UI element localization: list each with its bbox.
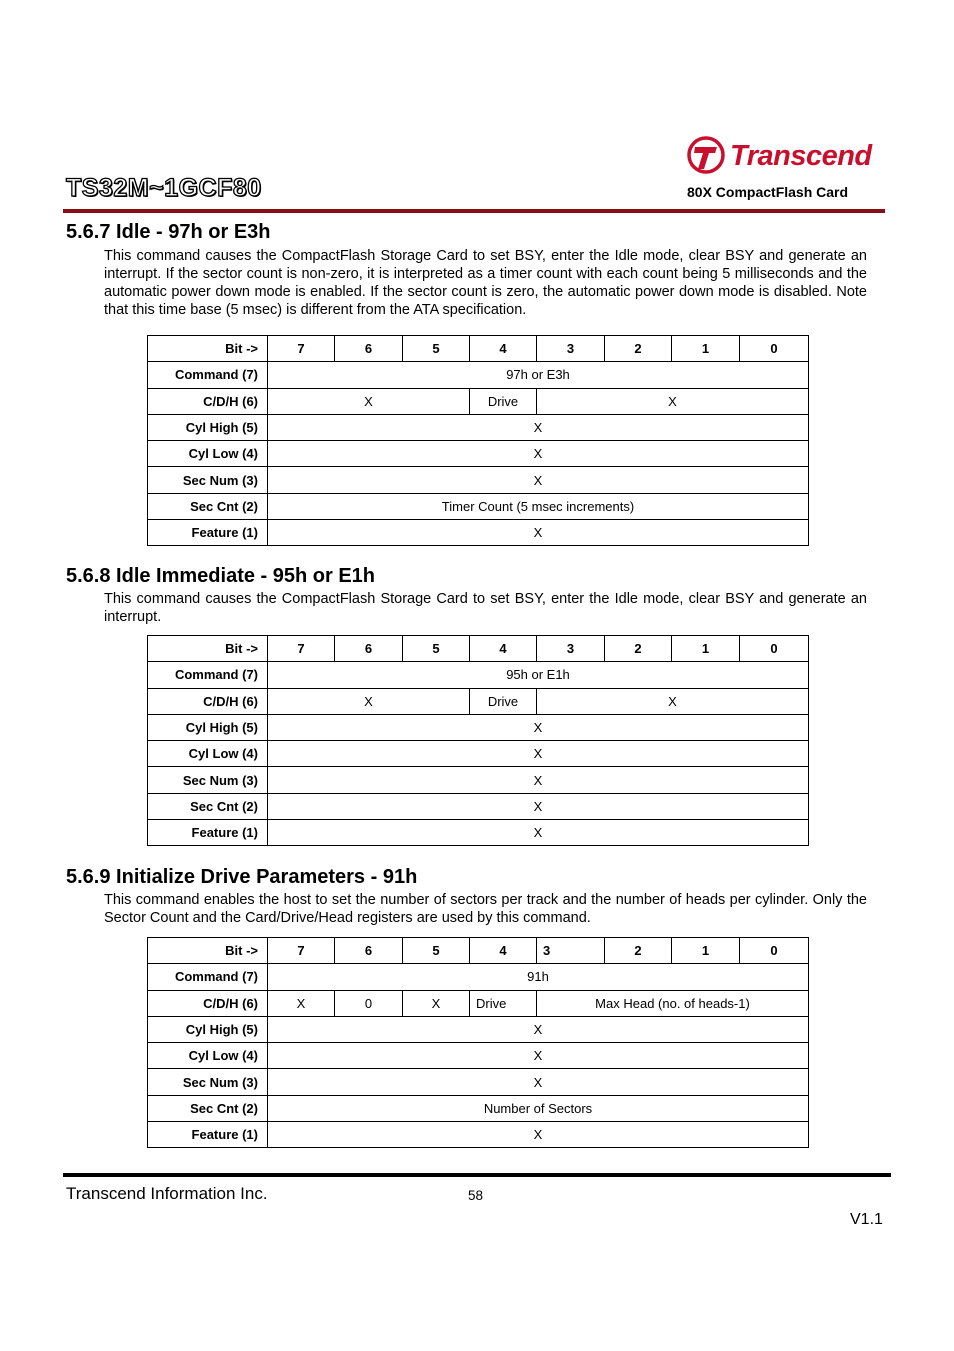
row-label: C/D/H (6)	[148, 990, 268, 1016]
row-label: Command (7)	[148, 362, 268, 388]
table-row	[148, 362, 809, 388]
cell-value: X	[268, 793, 809, 819]
row-label: Bit ->	[148, 938, 268, 964]
footer-company: Transcend Information Inc.	[66, 1184, 268, 1203]
bit-header-row	[148, 938, 809, 964]
cell-value: X	[268, 467, 809, 493]
bit-cell: 1	[672, 938, 740, 964]
cell-value: X	[268, 820, 809, 846]
row-label: Cyl Low (4)	[148, 741, 268, 767]
page-number: 58	[468, 1188, 484, 1203]
bit-cell: 3	[537, 636, 605, 662]
cell-value: X	[268, 1069, 809, 1095]
bit-cell: 1	[672, 336, 740, 362]
section-paragraph: This command causes the CompactFlash Storage Card to set BSY, enter the Idle mode, clear BSY and generate an interrupt.	[104, 591, 867, 625]
cell-value: X	[268, 714, 809, 740]
document-subtitle: 80X CompactFlash Card	[687, 184, 849, 200]
cell-value: 0	[335, 990, 403, 1016]
table-row	[148, 1069, 809, 1095]
row-label: Command (7)	[148, 964, 268, 990]
table-row	[148, 662, 809, 688]
register-table	[147, 335, 809, 546]
table-row	[148, 414, 809, 440]
cell-value: X	[268, 688, 470, 714]
bit-cell: 6	[335, 336, 403, 362]
cell-value: X	[268, 520, 809, 546]
table-row	[148, 388, 809, 414]
bit-cell: 2	[605, 336, 672, 362]
bit-cell: 5	[403, 938, 470, 964]
bit-header-row	[148, 336, 809, 362]
row-label: Sec Cnt (2)	[148, 1095, 268, 1121]
row-label: C/D/H (6)	[148, 388, 268, 414]
cell-value: 91h	[268, 964, 809, 990]
cell-value: X	[268, 388, 470, 414]
row-label: Sec Num (3)	[148, 467, 268, 493]
bit-header-row	[148, 636, 809, 662]
bit-cell: 0	[740, 336, 809, 362]
row-label: Sec Cnt (2)	[148, 493, 268, 519]
row-label: Sec Cnt (2)	[148, 793, 268, 819]
table-row	[148, 467, 809, 493]
cell-value: X	[268, 441, 809, 467]
bit-cell: 0	[740, 938, 809, 964]
bit-cell: 2	[605, 938, 672, 964]
table-row	[148, 1095, 809, 1121]
row-label: Command (7)	[148, 662, 268, 688]
logo-wordmark: Transcend	[730, 140, 872, 172]
header-rule	[63, 209, 885, 213]
cell-value: 95h or E1h	[268, 662, 809, 688]
footer-rule	[63, 1173, 891, 1177]
row-label: Cyl High (5)	[148, 414, 268, 440]
bit-cell: 6	[335, 636, 403, 662]
bit-cell: 6	[335, 938, 403, 964]
table-row	[148, 1122, 809, 1148]
row-label: Sec Num (3)	[148, 767, 268, 793]
section-title: 5.6.9 Initialize Drive Parameters - 91h	[66, 866, 418, 888]
table-row	[148, 688, 809, 714]
section-paragraph: This command causes the CompactFlash Storage Card to set BSY, enter the Idle mode, clear BSY and generate an interrupt. If the sector count is non-zero, it is interpreted as a timer count with each count being 5 milliseconds and the automatic power down mode is enabled. If the sector count is zero, the automatic power down mode is disabled. Note that this time base (5 msec) is different from the ATA specification.	[104, 248, 867, 318]
bit-cell: 2	[605, 636, 672, 662]
table-row	[148, 990, 809, 1016]
row-label: Feature (1)	[148, 820, 268, 846]
cell-value: Timer Count (5 msec increments)	[268, 493, 809, 519]
section-title: 5.6.8 Idle Immediate - 95h or E1h	[66, 565, 376, 587]
bit-cell: 3	[537, 938, 605, 964]
row-label: Cyl Low (4)	[148, 441, 268, 467]
row-label: Cyl High (5)	[148, 714, 268, 740]
row-label: Feature (1)	[148, 520, 268, 546]
bit-cell: 1	[672, 636, 740, 662]
document-model-title: TS32M~1GCF80	[66, 174, 262, 202]
table-row	[148, 1016, 809, 1042]
table-row	[148, 493, 809, 519]
bit-cell: 0	[740, 636, 809, 662]
row-label: Feature (1)	[148, 1122, 268, 1148]
table-row	[148, 793, 809, 819]
cell-value: 97h or E3h	[268, 362, 809, 388]
cell-value: X	[537, 688, 809, 714]
bit-cell: 3	[537, 336, 605, 362]
table-row	[148, 741, 809, 767]
cell-value: Drive	[470, 688, 537, 714]
cell-value: Number of Sectors	[268, 1095, 809, 1121]
cell-value: X	[268, 1043, 809, 1069]
bit-cell: 7	[268, 336, 335, 362]
transcend-logo	[686, 134, 882, 181]
table-row	[148, 1043, 809, 1069]
cell-value: Max Head (no. of heads-1)	[537, 990, 809, 1016]
document-version: V1.1	[850, 1211, 883, 1228]
bit-cell: 4	[470, 336, 537, 362]
cell-value: X	[268, 767, 809, 793]
cell-value: X	[537, 388, 809, 414]
cell-value: X	[268, 741, 809, 767]
cell-value: X	[268, 990, 335, 1016]
cell-value: Drive	[470, 990, 537, 1016]
cell-value: X	[403, 990, 470, 1016]
cell-value: X	[268, 1122, 809, 1148]
row-label: Cyl High (5)	[148, 1016, 268, 1042]
bit-cell: 5	[403, 336, 470, 362]
register-table	[147, 635, 809, 846]
table-row	[148, 964, 809, 990]
section-paragraph: This command enables the host to set the number of sectors per track and the number of heads per cylinder. Only the Sector Count and the Card/Drive/Head registers are used by this command.	[104, 892, 867, 926]
bit-cell: 4	[470, 938, 537, 964]
table-row	[148, 441, 809, 467]
cell-value: X	[268, 414, 809, 440]
register-table	[147, 937, 809, 1148]
section-title: 5.6.7 Idle - 97h or E3h	[66, 221, 271, 243]
bit-cell: 5	[403, 636, 470, 662]
row-label: Cyl Low (4)	[148, 1043, 268, 1069]
table-row	[148, 820, 809, 846]
bit-cell: 7	[268, 636, 335, 662]
table-row	[148, 767, 809, 793]
cell-value: Drive	[470, 388, 537, 414]
table-row	[148, 714, 809, 740]
row-label: C/D/H (6)	[148, 688, 268, 714]
bit-cell: 7	[268, 938, 335, 964]
row-label: Bit ->	[148, 636, 268, 662]
row-label: Sec Num (3)	[148, 1069, 268, 1095]
cell-value: X	[268, 1016, 809, 1042]
row-label: Bit ->	[148, 336, 268, 362]
bit-cell: 4	[470, 636, 537, 662]
table-row	[148, 520, 809, 546]
